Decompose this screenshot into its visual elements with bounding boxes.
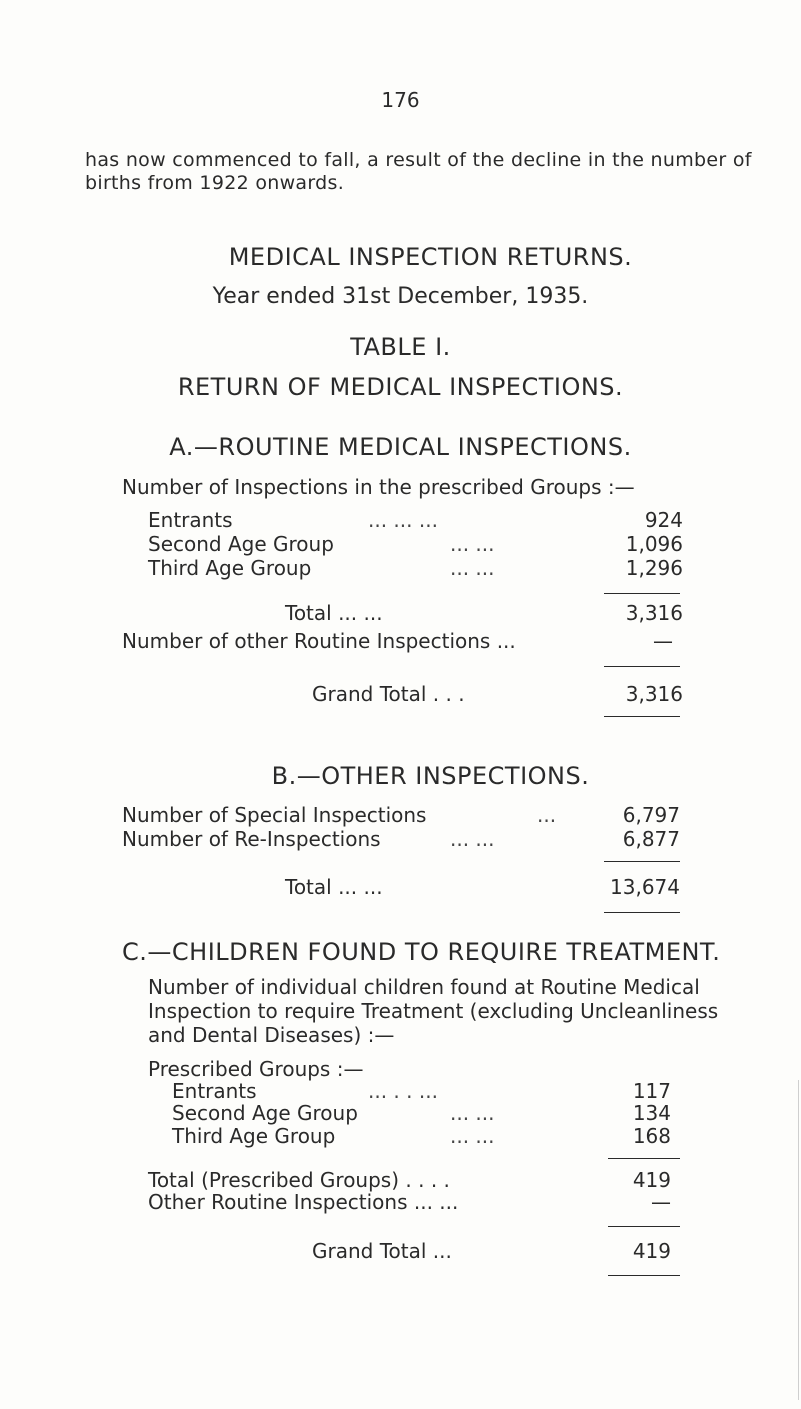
row-value: 1,296 [625, 556, 683, 580]
intro-line-2: births from 1922 onwards. [85, 172, 345, 194]
row-label: Number of Special Inspections [122, 803, 427, 827]
row-label: Second Age Group [148, 532, 334, 556]
leader-dots: ... ... [450, 827, 495, 851]
intro-line-1: has now commenced to fall, a result of the decline in the number of [85, 149, 752, 171]
row-value: 6,877 [622, 827, 680, 851]
divider [604, 861, 680, 862]
total-prescribed-value: 419 [632, 1168, 671, 1192]
year-line: Year ended 31st December, 1935. [212, 284, 589, 309]
row-value: 117 [632, 1079, 671, 1103]
divider [604, 666, 680, 667]
section-c-para-line-3: and Dental Diseases) :— [148, 1023, 395, 1047]
total-label: Total ... ... [285, 875, 383, 899]
section-c-heading: C.—CHILDREN FOUND TO REQUIRE TREATMENT. [122, 938, 721, 966]
row-label: Third Age Group [148, 556, 312, 580]
divider [608, 1226, 680, 1227]
other-routine-label: Number of other Routine Inspections ... [122, 629, 516, 653]
page-number: 176 [381, 88, 420, 112]
row-label: Entrants [172, 1079, 257, 1103]
leader-dots: ... ... [450, 556, 495, 580]
main-title: MEDICAL INSPECTION RETURNS. [228, 243, 633, 271]
leader-dots: ... . . ... [368, 1079, 438, 1103]
row-value: 924 [644, 508, 683, 532]
row-label: Entrants [148, 508, 233, 532]
grand-total-value: 3,316 [625, 682, 683, 706]
table-subtitle: RETURN OF MEDICAL INSPECTIONS. [177, 373, 624, 401]
other-routine-label: Other Routine Inspections ... ... [148, 1190, 459, 1214]
row-label: Second Age Group [172, 1101, 358, 1125]
leader-dots: ... [537, 803, 557, 827]
total-prescribed-label: Total (Prescribed Groups) . . . . [148, 1168, 450, 1192]
row-value: 1,096 [625, 532, 683, 556]
divider [604, 716, 680, 717]
leader-dots: ... ... [450, 1101, 495, 1125]
leader-dots: ... ... [450, 1124, 495, 1148]
leader-dots: ... ... [450, 532, 495, 556]
leader-dots: ... ... ... [368, 508, 438, 532]
page-edge-shadow [798, 1080, 799, 1400]
row-label: Number of Re-Inspections [122, 827, 381, 851]
divider [608, 1158, 680, 1159]
row-value: 168 [632, 1124, 671, 1148]
other-routine-value: — [651, 1190, 671, 1214]
table-title: TABLE I. [350, 333, 451, 361]
section-a-intro: Number of Inspections in the prescribed Groups :— [122, 475, 635, 499]
other-routine-value: — [653, 629, 673, 653]
grand-total-label: Grand Total . . . [312, 682, 465, 706]
row-value: 6,797 [622, 803, 680, 827]
row-label: Third Age Group [172, 1124, 336, 1148]
divider [604, 593, 680, 594]
divider [604, 912, 680, 913]
section-c-para-line-1: Number of individual children found at Routine Medical [148, 975, 700, 999]
grand-total-label: Grand Total ... [312, 1239, 452, 1263]
prescribed-groups-label: Prescribed Groups :— [148, 1057, 364, 1081]
row-value: 134 [632, 1101, 671, 1125]
grand-total-value: 419 [632, 1239, 671, 1263]
section-a-heading: A.—ROUTINE MEDICAL INSPECTIONS. [169, 433, 632, 461]
section-b-heading: B.—OTHER INSPECTIONS. [271, 762, 590, 790]
section-c-para-line-2: Inspection to require Treatment (excluding Uncleanliness [148, 999, 719, 1023]
total-label: Total ... ... [285, 601, 383, 625]
divider [608, 1275, 680, 1276]
total-value: 3,316 [625, 601, 683, 625]
total-value: 13,674 [610, 875, 680, 899]
